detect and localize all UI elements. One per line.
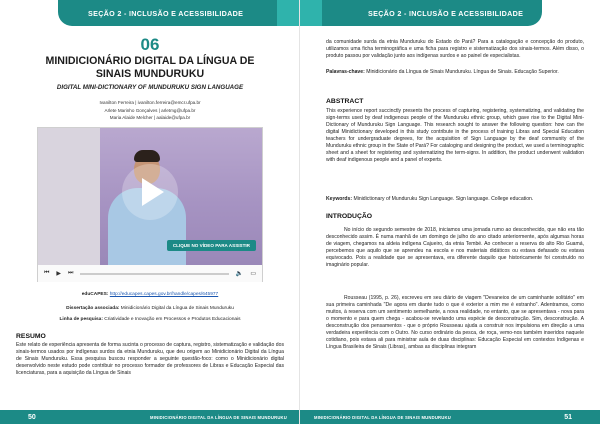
keywords-en-value: Minidictionary of Munduruku Sign Language. Sign language. College education. bbox=[353, 196, 534, 202]
left-footer-title: MINIDICIONÁRIO DIGITAL DA LÍNGUA DE SINAIS MUNDURUKU bbox=[150, 414, 287, 420]
chapter-number: 06 bbox=[140, 35, 160, 54]
keywords-en bbox=[326, 196, 584, 203]
left-footer bbox=[0, 410, 299, 424]
play-icon bbox=[142, 178, 164, 206]
fullscreen-icon[interactable]: ▭ bbox=[250, 271, 256, 277]
keywords-pt-label: Palavras-chave: bbox=[326, 69, 365, 75]
watch-video-button[interactable]: CLIQUE NO VÍDEO PARA ASSISTIR bbox=[167, 240, 256, 251]
left-section-header bbox=[58, 0, 299, 26]
keywords-en-label: Keywords: bbox=[326, 196, 353, 202]
resumo-heading: RESUMO bbox=[16, 333, 46, 340]
author-line: Maria Alaide Melcher | aalaide@ufpa.br bbox=[109, 115, 191, 121]
linha-line bbox=[37, 317, 263, 322]
skip-forward-icon[interactable]: ⏭ bbox=[68, 270, 74, 276]
right-footer-title: MINIDICIONÁRIO DIGITAL DA LÍNGUA DE SINAIS MUNDURUKU bbox=[314, 414, 451, 420]
chapter-subtitle: DIGITAL MINI-DICTIONARY OF MUNDURUKU SIGN LANGUAGE bbox=[56, 84, 244, 91]
dissertacao-value: Minidicionário Digital da Língua de Sinais Munduruku bbox=[120, 306, 234, 311]
intro-paragraph-1: No início do segundo semestre de 2018, iniciamos uma jornada rumo ao desconhecido, que não era tão desconhecido assim. É numa manhã de um domingo de julho do ano citado anteriormente, após algumas horas de viagem, chegamos na aldeia indígena Cajueiro, da etnia Tembé. Ao conhecer a reserva do alto Rio Guamá, percebemos que aquilo que se aprendeu na escola e nos materiais didáticos ou estava defasado ou estava equivocado. Pois a realidade que se apresentava, era diferente daquilo que historicamente foi construído no imaginário popular. bbox=[326, 227, 584, 269]
dissertacao-label: Dissertação associada: bbox=[66, 306, 120, 311]
resumo-continuation: da comunidade surda da etnia Munduruku do Estado do Pará? Para a catalogação e concepção do produto, utilizamos uma ficha terminográfica e uma ficha para registro e sistematização dos sinais-termos. Além disso, o produto passou por validação junto aos indígenas surdos e ao painel de especialistas. bbox=[326, 39, 584, 60]
video-frame[interactable] bbox=[38, 128, 262, 265]
right-header-accent bbox=[300, 0, 322, 26]
left-header-accent bbox=[277, 0, 299, 26]
right-page-number: 51 bbox=[564, 413, 572, 421]
author-line: Arlete Marinho Gonçalves | arletmg@ufpa.br bbox=[104, 107, 196, 113]
resumo-text: Este relato de experiência apresenta de forma sucinta o processo de captura, registro, sistematização e validação dos sinais-termos usados por indígenas surdos da etnia Munduruku, que deu origem ao Minidicionário Digital da Língua de Sinais Munduruku. Essa pesquisa buscou responder a seguinte questão-foco: como o Minidicionário digital desenvolvido neste estudo pode contribuir no processo formador de professores de Libras e Educação Especial das licenciaturas, para a aquisição da Língua de Sinais bbox=[16, 342, 284, 377]
right-footer bbox=[300, 410, 600, 424]
intro-heading: INTRODUÇÃO bbox=[326, 213, 373, 220]
left-section-title: SEÇÃO 2 - INCLUSÃO E ACESSIBILIDADE bbox=[88, 8, 244, 18]
author-list bbox=[40, 99, 260, 122]
educapes-link[interactable]: http://educapes.capes.gov.br/handle/capes/645977 bbox=[109, 292, 219, 297]
intro-paragraph-2: Rousseau (1995, p. 26), escreveu em seu diário de viagem "Devaneios de um caminhante solitário" em sua primeira caminhada "De agora em diante tudo o que é exterior a mim me é estranho". Adentramos, como muitos, à reserva com um sentimento semelhante, a nova realidade, no entanto, que se apresentava - nova para o momento e para quem chega - acabou-se revelando uma espécie de desconstrução. Sim, desconstrução. A desconstrução dos pensamentos - que o próprio Rousseau ajuda a construir nos impulsiona em direção a uma verdadeira experiência com o Outro. No curso ordinário da pesca, de roça, vemo-nos também inseridos naquele cotidiano, pois estava ali para ministrar aula de duas disciplinas: Educação Especial em contextos Indígenas e Língua Brasileira de Sinais (Libras), ambas as disciplinas integram bbox=[326, 295, 584, 351]
educapes-label: eduCAPES: bbox=[81, 292, 109, 297]
linha-label: Linha de pesquisa: bbox=[59, 317, 103, 322]
video-player[interactable] bbox=[37, 127, 263, 282]
dissertacao-line bbox=[37, 306, 263, 311]
keywords-pt-value: Minidicionário da Língua de Sinais Munduruku. Língua de Sinais. Educação Superior. bbox=[366, 69, 559, 75]
play-small-icon[interactable]: ▶ bbox=[56, 271, 62, 277]
linha-value: Criatividade e Inovação em Processos e Produtos Educacionais bbox=[104, 317, 241, 322]
right-section-title: SEÇÃO 2 - INCLUSÃO E ACESSIBILIDADE bbox=[368, 8, 524, 18]
video-person-hair bbox=[134, 150, 160, 162]
video-background-wall bbox=[38, 128, 100, 265]
volume-icon[interactable]: 🔈 bbox=[235, 271, 244, 277]
abstract-heading: ABSTRACT bbox=[326, 98, 364, 105]
educapes-line bbox=[37, 292, 263, 297]
right-section-header bbox=[300, 0, 542, 26]
skip-back-icon[interactable]: ⏮ bbox=[44, 270, 50, 276]
left-page-number: 50 bbox=[28, 413, 36, 421]
chapter-title: MINIDICIONÁRIO DIGITAL DA LÍNGUA DE SINAIS MUNDURUKU bbox=[45, 55, 255, 80]
keywords-pt bbox=[326, 69, 584, 76]
author-line: Ivanilton Ferreira | ivanilton.ferreira@emcr.ufpa.br bbox=[99, 100, 201, 105]
abstract-text: This experience report succinctly presents the process of capturing, registering, systematizing, and validating the sign-terms used by deaf indigenous people of the Munduruku ethnic group, which gave rise to the Digital Mini-Dictionary of Munduruku Sign Language. This research sought to answer the following question: how can the digital Minidictionary developed in this study contribute in the process of training Libras and Special Education teachers for undergraduate degrees, for the acquisition of Sign Language by the deaf community of the Munduruku ethnic group in the State of Pará? For cataloging and designing the product, we used a terminographic sheet and a sheet for registering and systematizing the term-signs. In addition, the product underwent validation with deaf indigenous people and a panel of experts. bbox=[326, 108, 584, 164]
play-button[interactable] bbox=[122, 164, 178, 220]
video-progress-bar[interactable] bbox=[80, 273, 228, 275]
video-controls bbox=[38, 265, 262, 282]
right-page bbox=[300, 0, 600, 424]
